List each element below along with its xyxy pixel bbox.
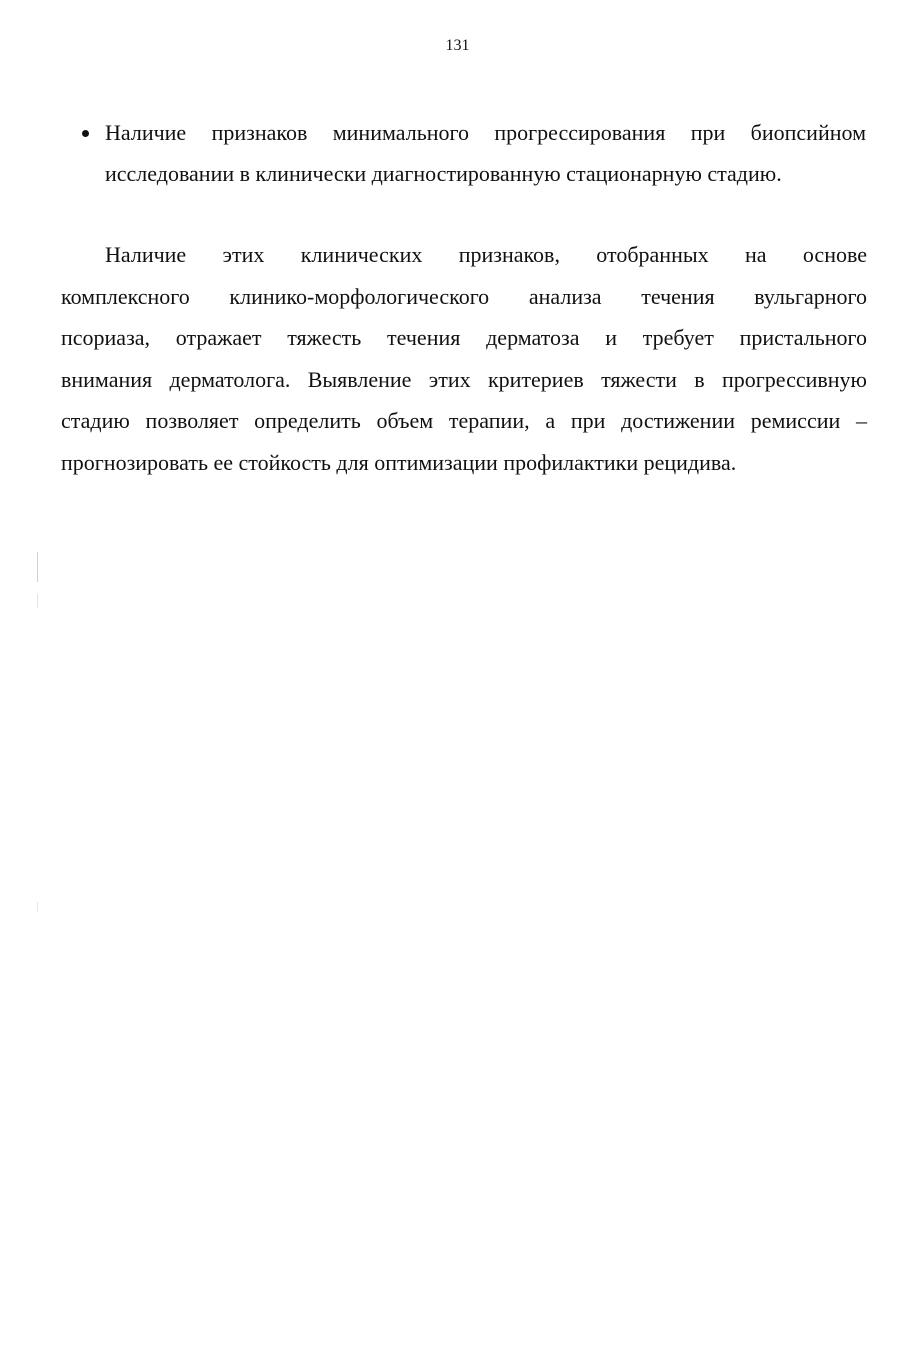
scan-margin-mark [37,552,38,582]
paragraph-line: псориаза, отражает тяжесть течения дерматоза и требует пристального [61,325,867,350]
paragraph-line: стадию позволяет определить объем терапии, а при достижении ремиссии – [61,408,867,433]
paragraph-line: комплексного клинико-морфологического анализа течения вульгарного [61,283,867,309]
page-number: 131 [445,37,470,54]
bullet-text: Наличие признаков минимального прогрессирования при биопсийном исследовании в клинически диагностированную стационарную стадию. [105,120,866,186]
paragraph-line: внимания дерматолога. Выявление этих критериев тяжести в прогрессивную [61,366,867,392]
paragraph-line: прогнозировать ее стойкость для оптимизации профилактики рецидива. [61,449,737,475]
scan-margin-mark [37,594,38,608]
body-paragraph [61,234,867,483]
paragraph-line: Наличие этих клинических признаков, отобранных на основе [105,242,867,267]
scan-margin-mark [37,902,38,912]
bullet-icon [82,130,89,137]
